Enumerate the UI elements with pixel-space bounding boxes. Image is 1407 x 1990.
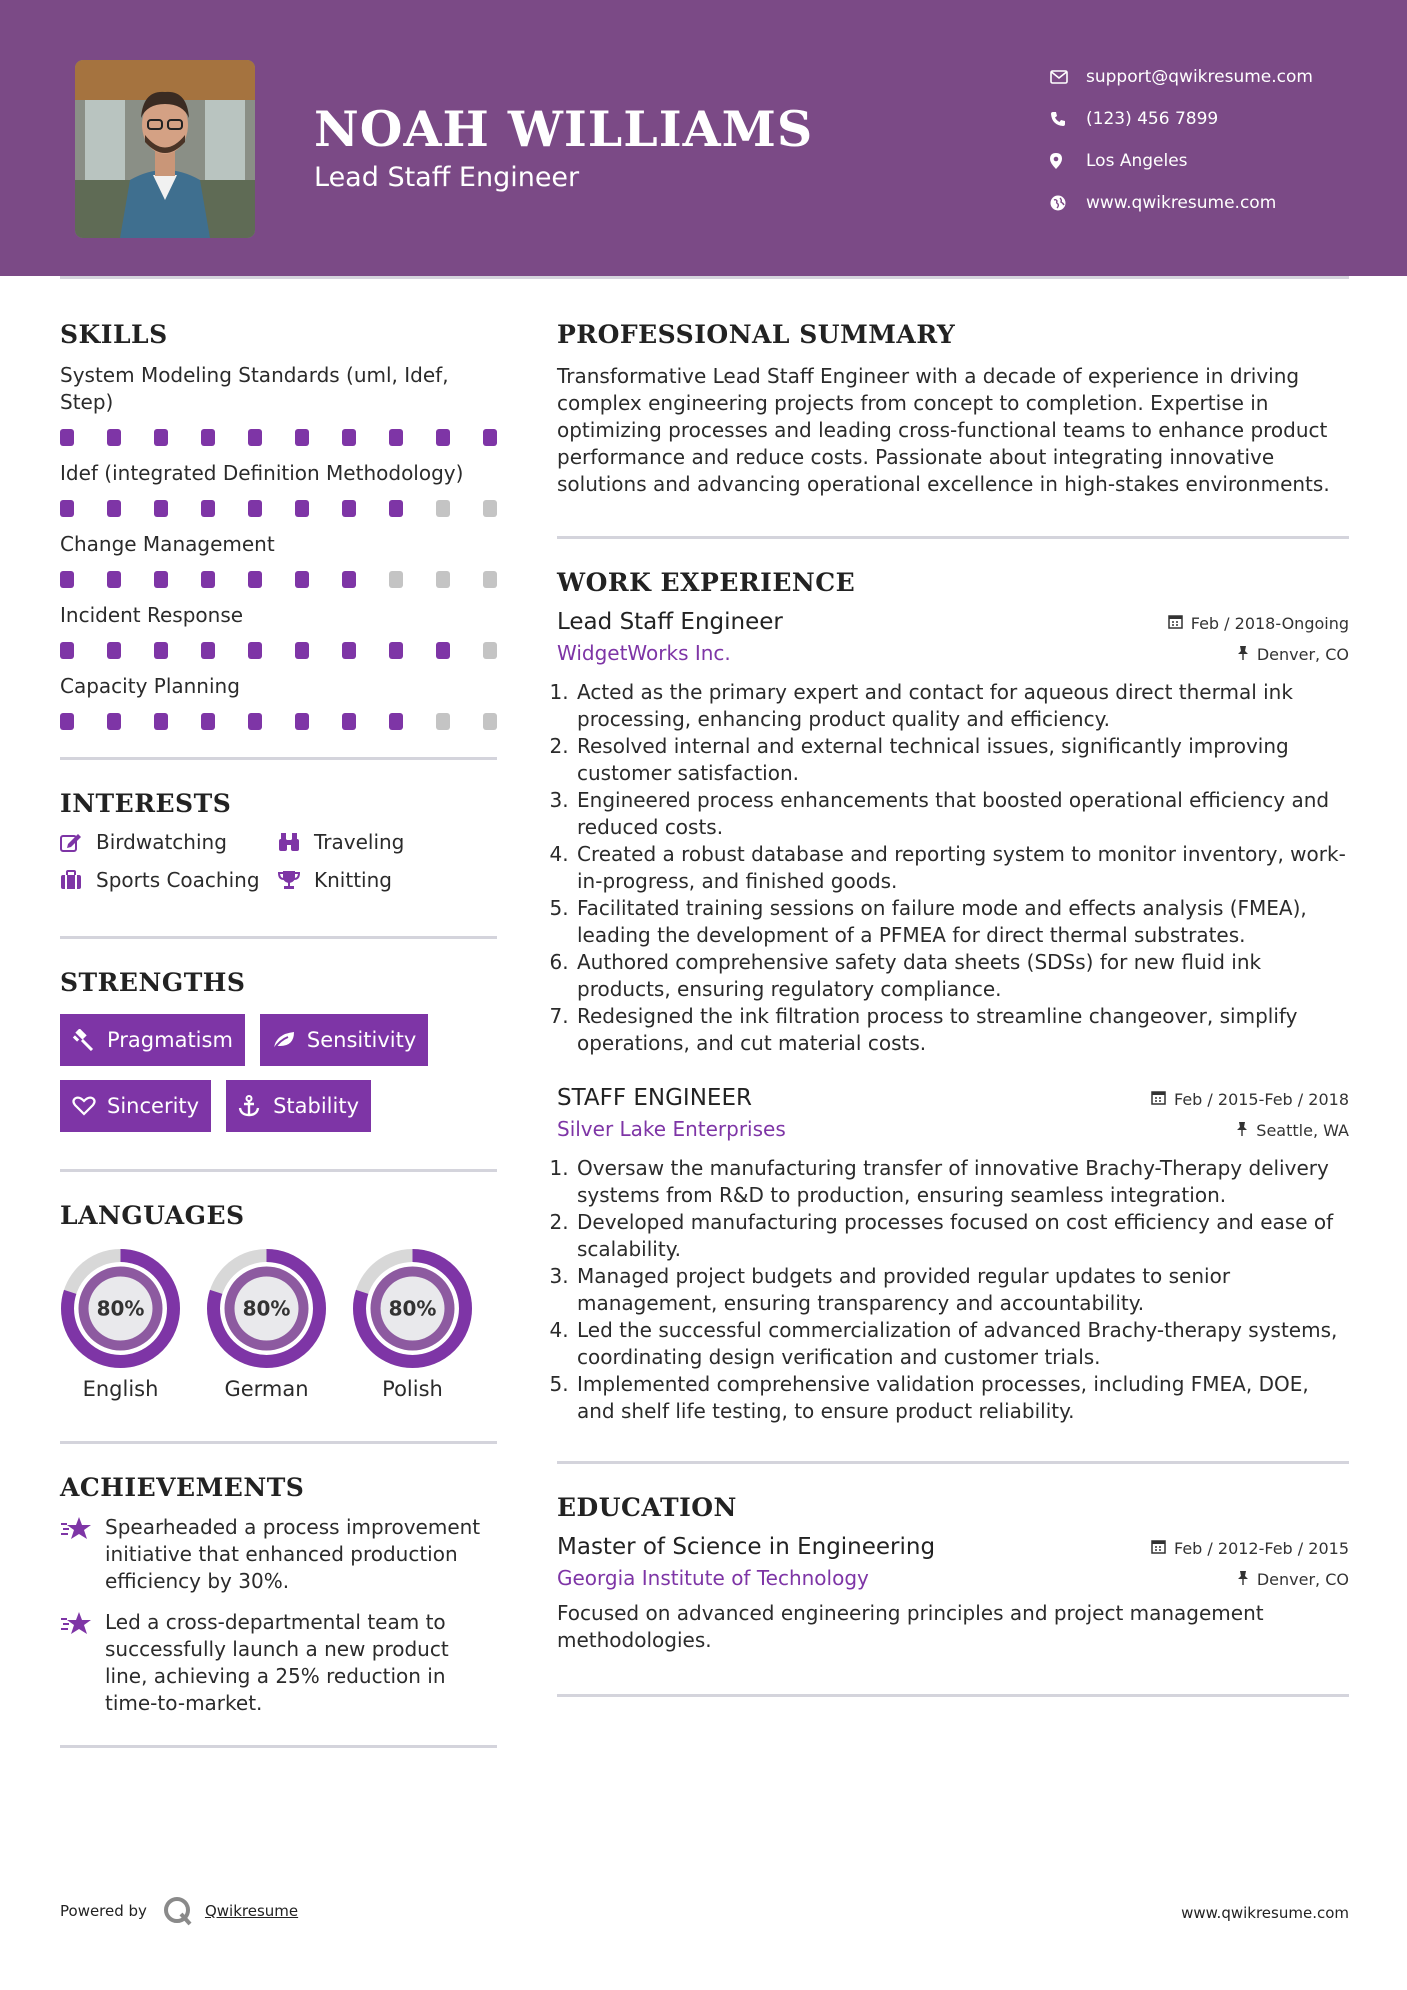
education-description: Focused on advanced engineering principles and project management methodologies. — [557, 1601, 1264, 1652]
left-column — [60, 320, 497, 1748]
section-divider — [60, 757, 497, 760]
rating-dot-filled — [154, 571, 168, 588]
contact-email[interactable] — [1050, 56, 1380, 98]
duty-item: 3. Engineered process enhancements that boosted operational efficiency and reduced costs. — [575, 787, 1349, 841]
skill-item — [60, 673, 497, 730]
rating-dot-filled — [389, 429, 403, 446]
rating-dot-filled — [248, 713, 262, 730]
achievements-section — [60, 1473, 497, 1717]
rating-dot-filled — [154, 500, 168, 517]
language-item — [352, 1248, 473, 1401]
language-name: English — [82, 1377, 159, 1401]
duty-item: 6. Authored comprehensive safety data sheets (SDSs) for new fluid ink products, ensuring regulatory compliance. — [575, 949, 1349, 1003]
contact-location — [1050, 140, 1380, 182]
rating-dot-filled — [295, 642, 309, 659]
duties-list — [575, 679, 1349, 1057]
duty-item: 7. Redesigned the ink filtration process to streamline changeover, simplify operations, and cut material costs. — [575, 1003, 1349, 1057]
skill-name: System Modeling Standards (uml, Idef, Step) — [60, 363, 449, 414]
language-ring — [352, 1248, 473, 1369]
summary-section — [557, 320, 1349, 498]
qwikresume-logo-icon — [163, 1896, 193, 1926]
edit-icon — [60, 832, 96, 852]
rating-dot-filled — [107, 429, 121, 446]
rating-dot-filled — [154, 429, 168, 446]
rating-dot-filled — [107, 571, 121, 588]
skill-rating — [60, 500, 497, 517]
trophy-icon — [278, 870, 314, 890]
rating-dot-filled — [483, 429, 497, 446]
strength-badge — [226, 1080, 371, 1132]
rating-dot-empty — [483, 500, 497, 517]
rating-dot-empty — [483, 571, 497, 588]
footer-website[interactable]: www.qwikresume.com — [1181, 1904, 1349, 1922]
skill-item — [60, 460, 497, 517]
language-item — [206, 1248, 327, 1401]
rating-dot-filled — [201, 571, 215, 588]
powered-by-text: Powered by — [60, 1902, 147, 1920]
rating-dot-filled — [154, 713, 168, 730]
skills-section — [60, 320, 497, 730]
rating-dot-filled — [201, 500, 215, 517]
rating-dot-filled — [201, 713, 215, 730]
contact-phone[interactable] — [1050, 98, 1380, 140]
rating-dot-empty — [436, 571, 450, 588]
section-title: SKILLS — [60, 320, 168, 349]
job-location — [1237, 645, 1349, 664]
rating-dot-filled — [342, 500, 356, 517]
rating-dot-filled — [60, 500, 74, 517]
section-title: STRENGTHS — [60, 968, 246, 997]
rating-dot-empty — [483, 713, 497, 730]
rating-dot-filled — [342, 571, 356, 588]
rating-dot-filled — [201, 429, 215, 446]
rating-dot-filled — [436, 429, 450, 446]
language-ring — [60, 1248, 181, 1369]
strength-label: Sincerity — [107, 1094, 200, 1118]
header-rule — [60, 276, 1349, 279]
rating-dot-filled — [389, 713, 403, 730]
strength-label: Pragmatism — [107, 1028, 233, 1052]
strengths-list — [60, 1014, 497, 1132]
leaf-icon — [272, 1030, 307, 1050]
phone-icon — [1050, 111, 1086, 127]
language-name: German — [224, 1377, 309, 1401]
rating-dot-filled — [342, 429, 356, 446]
achievement-text: Spearheaded a process improvement initiative that enhanced production efficiency by 30%. — [105, 1515, 481, 1593]
section-divider — [557, 1694, 1349, 1697]
rating-dot-filled — [342, 642, 356, 659]
job-entry — [557, 1085, 1349, 1425]
job-title: STAFF ENGINEER — [557, 1085, 752, 1111]
language-ring — [206, 1248, 327, 1369]
star-icon — [60, 1609, 105, 1717]
contact-website[interactable] — [1050, 182, 1380, 224]
star-icon — [60, 1514, 105, 1595]
skill-item — [60, 531, 497, 588]
achievement-item — [60, 1609, 497, 1717]
skill-item — [60, 602, 497, 659]
rating-dot-filled — [248, 642, 262, 659]
strength-badge — [260, 1014, 428, 1066]
language-percent: 80% — [242, 1296, 291, 1321]
interest-item — [60, 868, 278, 892]
rating-dot-filled — [60, 429, 74, 446]
location-text: Seattle, WA — [1256, 1121, 1349, 1140]
rating-dot-filled — [107, 713, 121, 730]
briefcase-icon — [60, 870, 96, 890]
rating-dot-filled — [248, 429, 262, 446]
rating-dot-filled — [295, 571, 309, 588]
languages-section — [60, 1201, 497, 1401]
education-dates — [1151, 1539, 1349, 1558]
achievement-item — [60, 1514, 497, 1595]
globe-icon — [1050, 195, 1086, 211]
section-title: WORK EXPERIENCE — [557, 568, 856, 597]
rating-dot-filled — [295, 429, 309, 446]
job-subhead — [557, 1117, 1349, 1141]
section-title: EDUCATION — [557, 1493, 737, 1522]
summary-text: Transformative Lead Staff Engineer with a decade of experience in driving complex engineering projects from concept to completion. Expertise in optimizing processes and leading cross-functional teams to enhance product performance and reduce costs. Passionate about integrating innovative solutions and advancing operational excellence in high-stakes environments. — [557, 364, 1330, 496]
rating-dot-filled — [436, 642, 450, 659]
duty-item: 3. Managed project budgets and provided regular updates to senior management, ensuring transparency and accountability. — [575, 1263, 1349, 1317]
rating-dot-filled — [60, 713, 74, 730]
duty-item: 1. Acted as the primary expert and contact for aqueous direct thermal ink processing, enhancing product quality and efficiency. — [575, 679, 1349, 733]
rating-dot-filled — [295, 500, 309, 517]
date-text: Feb / 2018-Ongoing — [1190, 614, 1349, 633]
education-subhead — [557, 1566, 1349, 1590]
rating-dot-filled — [60, 642, 74, 659]
rating-dot-empty — [436, 713, 450, 730]
rating-dot-filled — [248, 571, 262, 588]
skill-name: Capacity Planning — [60, 674, 240, 698]
rating-dot-filled — [60, 571, 74, 588]
section-title: ACHIEVEMENTS — [60, 1473, 305, 1502]
strength-badge — [60, 1080, 211, 1132]
duty-item: 4. Led the successful commercialization of advanced Brachy-therapy systems, coordinating design verification and customer trials. — [575, 1317, 1349, 1371]
rating-dot-empty — [483, 642, 497, 659]
education-location — [1237, 1570, 1349, 1589]
interest-label: Sports Coaching — [96, 868, 260, 892]
achievement-text: Led a cross-departmental team to successfully launch a new product line, achieving a 25% reduction in time-to-market. — [105, 1610, 449, 1715]
right-column — [557, 320, 1349, 1697]
section-title: PROFESSIONAL SUMMARY — [557, 320, 956, 349]
job-head — [557, 1085, 1349, 1111]
strength-badge — [60, 1014, 245, 1066]
language-percent: 80% — [96, 1296, 145, 1321]
languages-list — [60, 1248, 497, 1401]
skill-name: Idef (integrated Definition Methodology) — [60, 461, 464, 485]
rating-dot-filled — [248, 500, 262, 517]
school-name: Georgia Institute of Technology — [557, 1566, 869, 1590]
duty-item: 2. Resolved internal and external technical issues, significantly improving customer satisfaction. — [575, 733, 1349, 787]
section-divider — [60, 1745, 497, 1748]
rating-dot-filled — [154, 642, 168, 659]
interest-label: Knitting — [314, 868, 392, 892]
achievements-list — [60, 1514, 497, 1717]
duty-item: 5. Facilitated training sessions on failure mode and effects analysis (FMEA), leading the development of a PFMEA for direct thermal substrates. — [575, 895, 1349, 949]
strengths-section — [60, 968, 497, 1132]
rating-dot-filled — [107, 642, 121, 659]
location-text: Denver, CO — [1256, 645, 1349, 664]
interests-section — [60, 789, 497, 892]
duty-item: 1. Oversaw the manufacturing transfer of innovative Brachy-Therapy delivery systems from R&D to production, ensuring seamless integration. — [575, 1155, 1349, 1209]
interest-item — [278, 868, 497, 892]
resume-header — [0, 0, 1407, 276]
section-title: INTERESTS — [60, 789, 232, 818]
job-title: Lead Staff Engineer — [557, 609, 783, 635]
calendar-icon — [1168, 614, 1183, 633]
rating-dot-filled — [342, 713, 356, 730]
skill-rating — [60, 429, 497, 446]
gavel-icon — [72, 1029, 107, 1051]
skill-name: Change Management — [60, 532, 275, 556]
duty-item: 4. Created a robust database and reporting system to monitor inventory, work-in-progress, and finished goods. — [575, 841, 1349, 895]
skill-name: Incident Response — [60, 603, 244, 627]
language-name: Polish — [382, 1377, 443, 1401]
education-section — [557, 1493, 1349, 1654]
binoculars-icon — [278, 832, 314, 852]
heart-icon — [72, 1096, 107, 1116]
calendar-icon — [1151, 1539, 1166, 1558]
interests-list — [60, 830, 497, 892]
profile-photo — [75, 60, 255, 238]
section-divider — [557, 536, 1349, 539]
section-title: LANGUAGES — [60, 1201, 245, 1230]
interest-label: Traveling — [314, 830, 405, 854]
qwikresume-link[interactable]: Qwikresume — [204, 1902, 299, 1920]
pushpin-icon — [1236, 1121, 1248, 1140]
experience-section — [557, 568, 1349, 1425]
skill-rating — [60, 642, 497, 659]
candidate-title: Lead Staff Engineer — [314, 162, 580, 193]
job-location — [1236, 1121, 1349, 1140]
contact-location-text: Los Angeles — [1086, 151, 1188, 171]
degree-title: Master of Science in Engineering — [557, 1534, 936, 1560]
job-subhead — [557, 641, 1349, 665]
strength-label: Stability — [273, 1094, 360, 1118]
location-text: Denver, CO — [1256, 1570, 1349, 1589]
section-divider — [60, 1169, 497, 1172]
education-head — [557, 1534, 1349, 1560]
duties-list — [575, 1155, 1349, 1425]
contact-website-text: www.qwikresume.com — [1086, 193, 1277, 213]
interest-item — [278, 830, 497, 854]
footer-powered-by — [60, 1896, 298, 1926]
interest-label: Birdwatching — [96, 830, 227, 854]
language-percent: 80% — [388, 1296, 437, 1321]
skill-item — [60, 362, 497, 446]
jobs-list — [557, 609, 1349, 1425]
anchor-icon — [238, 1095, 273, 1117]
contact-email-text: support@qwikresume.com — [1086, 67, 1313, 87]
rating-dot-filled — [201, 642, 215, 659]
contact-phone-text: (123) 456 7899 — [1086, 109, 1219, 129]
job-entry — [557, 609, 1349, 1057]
candidate-name: NOAH WILLIAMS — [314, 100, 814, 158]
job-dates — [1168, 614, 1349, 633]
skill-rating — [60, 713, 497, 730]
language-item — [60, 1248, 181, 1401]
company-name: Silver Lake Enterprises — [557, 1117, 786, 1141]
duty-item: 2. Developed manufacturing processes focused on cost efficiency and ease of scalability. — [575, 1209, 1349, 1263]
date-text: Feb / 2015-Feb / 2018 — [1174, 1090, 1349, 1109]
section-divider — [60, 1441, 497, 1444]
map-pin-icon — [1050, 153, 1086, 169]
job-head — [557, 609, 1349, 635]
rating-dot-empty — [389, 571, 403, 588]
contact-list — [1050, 56, 1380, 224]
job-dates — [1151, 1090, 1349, 1109]
calendar-icon — [1151, 1090, 1166, 1109]
skill-rating — [60, 571, 497, 588]
strength-label: Sensitivity — [306, 1028, 417, 1052]
skills-list — [60, 362, 497, 730]
pushpin-icon — [1237, 645, 1249, 664]
pushpin-icon — [1237, 1570, 1249, 1589]
rating-dot-filled — [389, 642, 403, 659]
interest-item — [60, 830, 278, 854]
date-text: Feb / 2012-Feb / 2015 — [1174, 1539, 1349, 1558]
rating-dot-filled — [107, 500, 121, 517]
rating-dot-filled — [389, 500, 403, 517]
section-divider — [557, 1461, 1349, 1464]
company-name: WidgetWorks Inc. — [557, 641, 731, 665]
rating-dot-empty — [436, 500, 450, 517]
section-divider — [60, 936, 497, 939]
duty-item: 5. Implemented comprehensive validation processes, including FMEA, DOE, and shelf life testing, to ensure product reliability. — [575, 1371, 1349, 1425]
envelope-icon — [1050, 70, 1086, 84]
rating-dot-filled — [295, 713, 309, 730]
